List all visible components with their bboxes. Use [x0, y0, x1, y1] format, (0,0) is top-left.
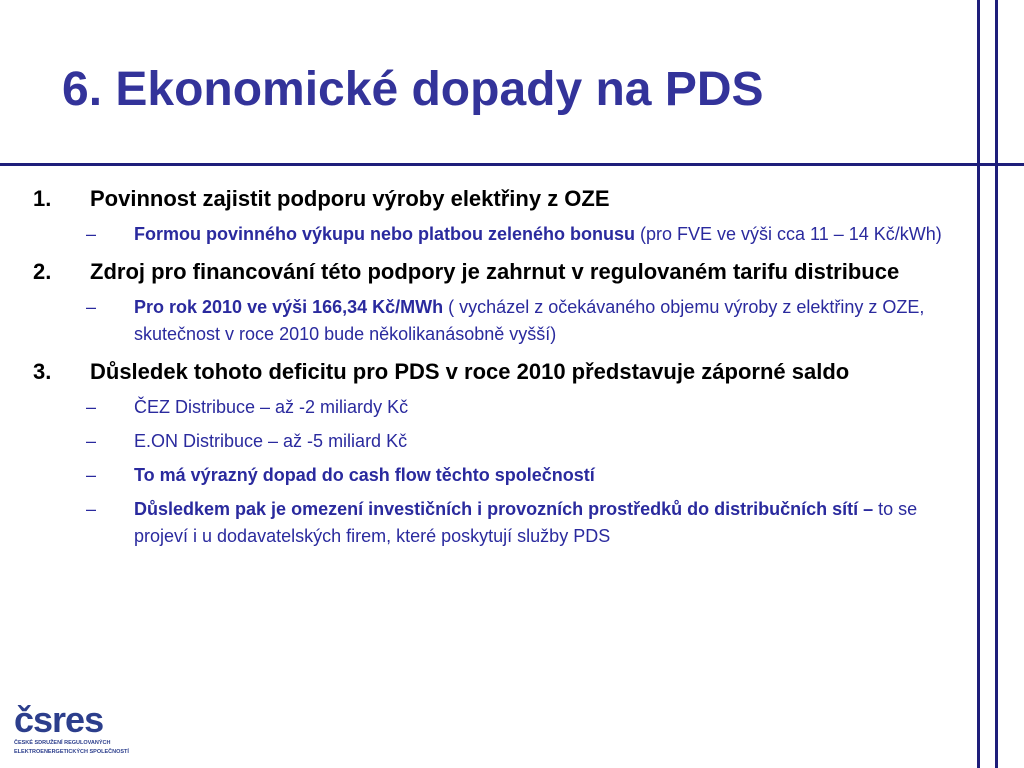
- dash-bullet: –: [86, 397, 97, 417]
- list-item-3: [0, 355, 960, 388]
- sub-item-3-4: [0, 496, 954, 550]
- logo-wordmark: čsres: [14, 699, 104, 740]
- dash-bullet: –: [86, 499, 97, 519]
- sub-item-text: (pro FVE ve výši cca 11 – 14 Kč/kWh): [635, 224, 942, 244]
- sub-item-bold-text: To má výrazný dopad do cash flow těchto společností: [134, 465, 595, 485]
- logo-subtitle-line-1: ČESKÉ SDRUŽENÍ REGULOVANÝCH: [14, 740, 111, 746]
- list-item-text: Zdroj pro financování této podpory je zahrnut v regulovaném tarifu distribuce: [90, 259, 900, 284]
- dash-bullet: –: [86, 465, 97, 485]
- sub-item-text: ( vycházel z očekávaného objemu výroby z elektřiny z OZE, skutečnost v roce 2010 bude několikanásobně vyšší): [134, 297, 925, 344]
- sub-item-3-1: [0, 394, 954, 421]
- slide-title: 6. Ekonomické dopady na PDS: [62, 63, 764, 116]
- right-border-line-2: [995, 0, 998, 768]
- list-item-2: [0, 255, 960, 288]
- dash-bullet: –: [86, 224, 97, 244]
- list-item-text: Důsledek tohoto deficitu pro PDS v roce 2010 představuje záporné saldo: [90, 359, 850, 384]
- list-number: 2.: [33, 259, 52, 284]
- dash-bullet: –: [86, 431, 97, 451]
- sub-item-3-3: [0, 462, 954, 489]
- title-divider: [0, 163, 1024, 166]
- list-number: 3.: [33, 359, 52, 384]
- sub-item-text: ČEZ Distribuce – až -2 miliardy Kč: [134, 397, 409, 417]
- dash-bullet: –: [86, 297, 97, 317]
- sub-item-bold-text: Formou povinného výkupu nebo platbou zeleného bonusu: [134, 224, 635, 244]
- sub-item-bold-text: Důsledkem pak je omezení investičních i provozních prostředků do distribučních sítí –: [134, 499, 874, 519]
- sub-item-text: to se projeví i u dodavatelských firem, které poskytují služby PDS: [134, 499, 918, 546]
- sub-item-bold-text: Pro rok 2010 ve výši 166,34 Kč/MWh: [134, 297, 444, 317]
- list-item-1: [0, 182, 960, 215]
- slide-content: [0, 182, 960, 557]
- list-item-text: Povinnost zajistit podporu výroby elektřiny z OZE: [90, 186, 610, 211]
- sub-item-3-2: [0, 428, 954, 455]
- sub-item-1-1: [0, 221, 954, 248]
- right-border-line-1: [977, 0, 980, 768]
- logo-subtitle-line-2: ELEKTROENERGETICKÝCH SPOLEČNOSTÍ: [14, 749, 129, 755]
- sub-item-text: E.ON Distribuce – až -5 miliard Kč: [134, 431, 408, 451]
- list-number: 1.: [33, 186, 52, 211]
- sub-item-2-1: [0, 294, 954, 348]
- csres-logo: [14, 699, 142, 756]
